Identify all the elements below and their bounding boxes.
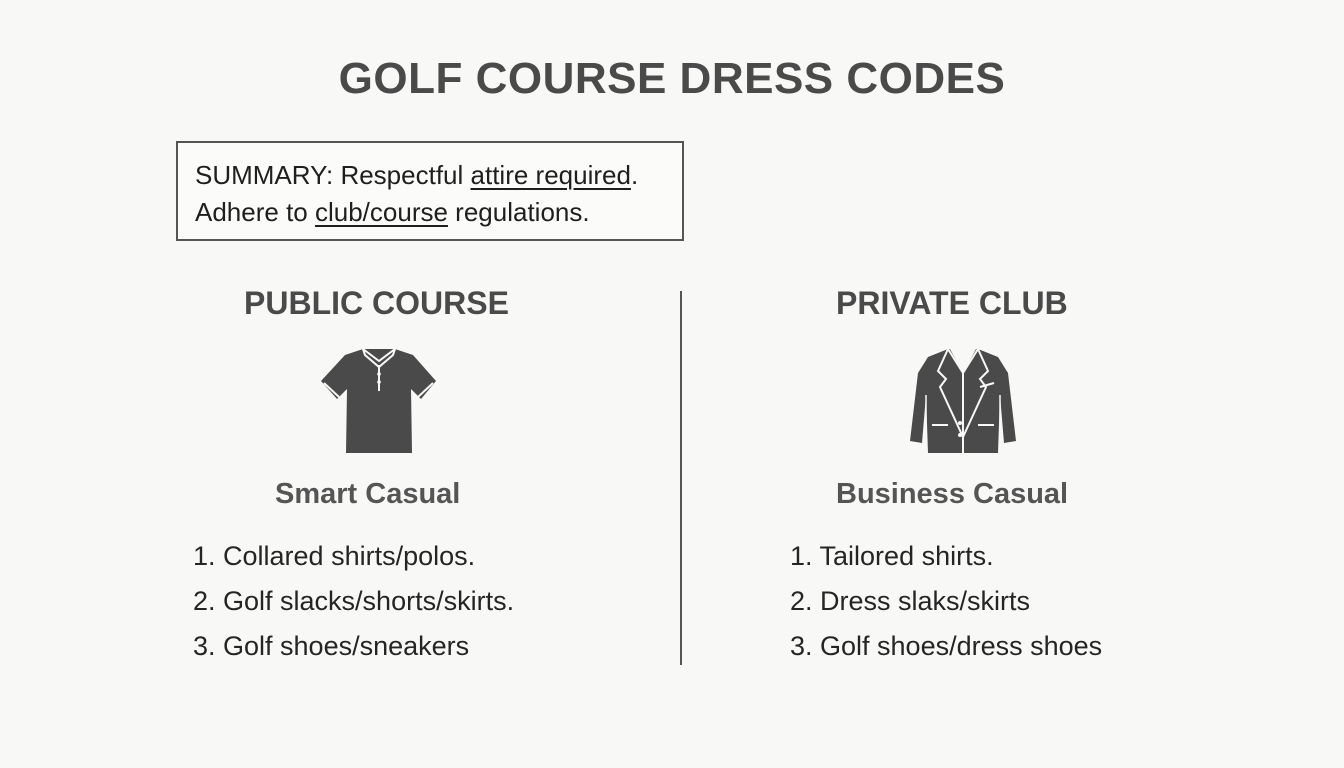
smart-casual-label: Smart Casual [275, 478, 461, 510]
polo-shirt-icon [319, 347, 437, 455]
list-item: 3. Golf shoes/sneakers [193, 631, 470, 661]
list-item: 2. Dress slaks/skirts [790, 586, 1031, 616]
business-casual-label: Business Casual [836, 478, 1069, 510]
summary-box [176, 141, 684, 241]
public-requirements-list [193, 538, 514, 673]
public-course-heading: PUBLIC COURSE [244, 285, 509, 321]
summary-line-2 [195, 194, 682, 231]
list-item: 1. Collared shirts/polos. [193, 541, 476, 571]
private-club-heading: PRIVATE CLUB [836, 285, 1068, 321]
summary-period: . [630, 160, 639, 190]
summary-label: SUMMARY: [195, 160, 334, 190]
summary-text-1: Respectful [333, 160, 471, 190]
blazer-icon [908, 345, 1018, 457]
private-requirements-list [790, 538, 1102, 673]
club-course-link[interactable]: club/course [314, 197, 448, 227]
summary-line-1 [195, 157, 682, 194]
column-divider [680, 291, 682, 665]
summary-text-3: regulations. [447, 197, 590, 227]
page-title: GOLF COURSE DRESS CODES [338, 54, 1006, 103]
summary-text-2: Adhere to [195, 197, 315, 227]
list-item: 2. Golf slacks/shorts/skirts. [193, 586, 515, 616]
attire-required-link[interactable]: attire required [470, 160, 631, 190]
list-item: 3. Golf shoes/dress shoes [790, 631, 1103, 661]
list-item: 1. Tailored shirts. [790, 541, 994, 571]
